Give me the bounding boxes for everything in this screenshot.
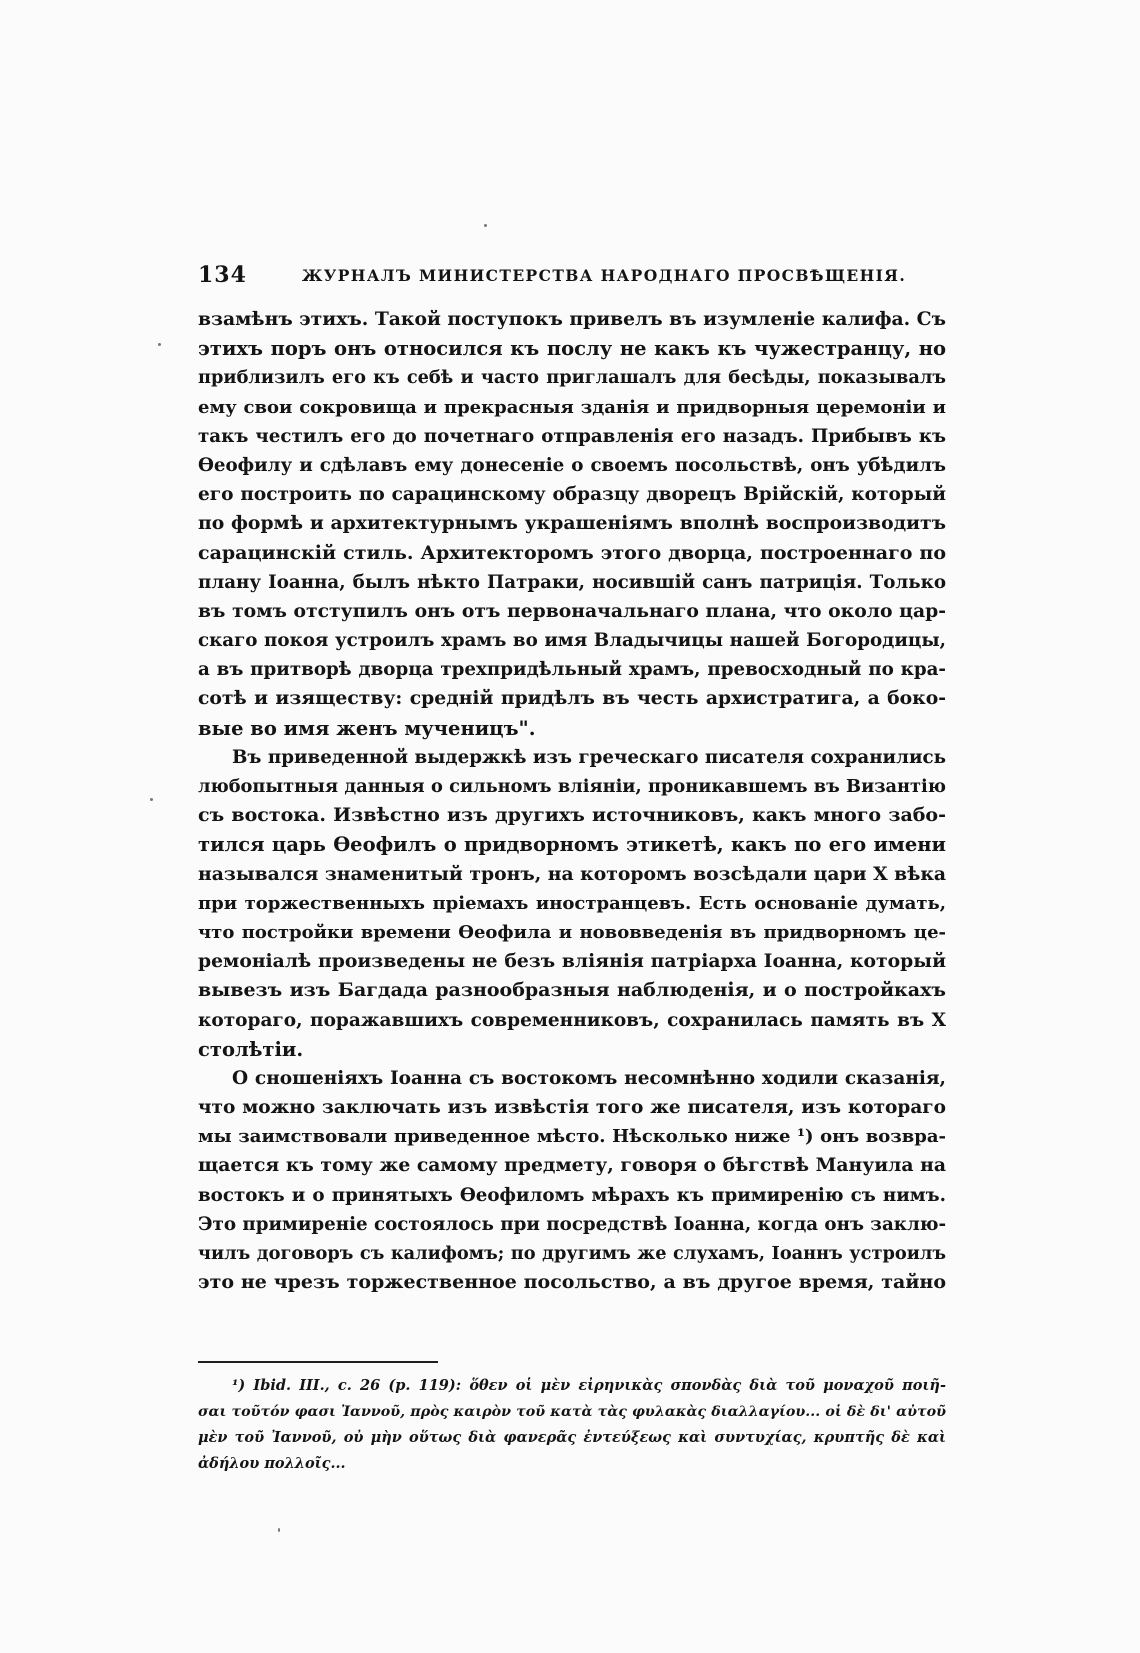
text-line: сарацинскій стиль. Архитекторомъ этого дворца, построеннаго по bbox=[198, 541, 946, 564]
page-number: 134 bbox=[198, 262, 247, 288]
text-line: при торжественныхъ пріемахъ иностранцевъ. Есть основаніе думать, bbox=[198, 892, 946, 914]
running-title: ЖУРНАЛЪ МИНИСТЕРСТВА НАРОДНАГО ПРОСВѢЩЕНІЯ. bbox=[302, 266, 907, 285]
text-line: чилъ договоръ съ калифомъ; по другимъ же слухамъ, Іоаннъ устроилъ bbox=[198, 1243, 946, 1264]
text-line: а въ притворѣ дворца трехпридѣльный храмъ, превосходный по кра- bbox=[198, 659, 946, 681]
text-line: столѣтіи. bbox=[198, 1037, 304, 1061]
text-line: сотѣ и изяществу: средній придѣлъ въ честь архистратига, а боко- bbox=[198, 687, 946, 710]
text-line: щается къ тому же самому предмету, говоря о бѣгствѣ Мануила на bbox=[198, 1154, 946, 1177]
footnote bbox=[198, 1373, 946, 1477]
scan-speck bbox=[484, 224, 487, 227]
text-line: ему свои сокровища и прекрасныя зданія и придворныя церемоніи и bbox=[198, 396, 946, 418]
text-line: скаго покоя устроилъ храмъ во имя Владычицы нашей Богородицы, bbox=[198, 630, 946, 652]
text-line: вывезъ изъ Багдада разнообразныя наблюденія, и о постройкахъ bbox=[198, 979, 946, 1002]
text-line: котораго, поражавшихъ современниковъ, сохранилась память въ X bbox=[198, 1009, 946, 1031]
text-line: приблизилъ его къ себѣ и часто приглашалъ для бесѣды, показывалъ bbox=[198, 367, 946, 389]
footnote-line: ἀδήλου πολλοῖς... bbox=[198, 1455, 346, 1472]
text-line: ремоніалѣ произведены не безъ вліянія патріарха Іоанна, который bbox=[198, 950, 946, 973]
text-line: вые во имя женъ мученицъ". bbox=[198, 716, 536, 740]
footnote-line: μὲν τοῦ Ἰαννοῦ, οὐ μὴν οὕτως διὰ φανερᾶς ἐντεύξεως καὶ συντυχίας, κρυπτῆς δὲ καὶ bbox=[198, 1429, 946, 1446]
text-line: Это примиреніе состоялось при посредствѣ Іоанна, когда онъ заклю- bbox=[198, 1213, 947, 1235]
scan-speck bbox=[158, 343, 161, 346]
text-line: этихъ поръ онъ относился къ послу не какъ къ чужестранцу, но bbox=[198, 337, 946, 361]
scan-speck bbox=[278, 1528, 280, 1532]
main-text bbox=[198, 305, 946, 1297]
text-line: по формѣ и архитектурнымъ украшеніямъ вполнѣ воспроизводитъ bbox=[198, 512, 946, 535]
scan-speck bbox=[150, 798, 153, 801]
footnote-line: ¹) Ibid. III., c. 26 (p. 119): ὅθεν οἱ μὲν εἰρηνικὰς σπονδὰς διὰ τοῦ μοναχοῦ ποιῆ- bbox=[232, 1377, 946, 1394]
text-line: тился царь Ѳеофилъ о придворномъ этикетѣ, какъ по его имени bbox=[198, 833, 946, 857]
text-line: это не чрезъ торжественное посольство, а въ другое время, тайно bbox=[198, 1271, 946, 1294]
text-line: востокъ и о принятыхъ Ѳеофиломъ мѣрахъ къ примиренію съ нимъ. bbox=[198, 1184, 946, 1206]
text-line: мы заимствовали приведенное мѣсто. Нѣсколько ниже ¹) онъ возвра- bbox=[198, 1126, 946, 1148]
text-line: назывался знаменитый тронъ, на которомъ возсѣдали цари X вѣка bbox=[198, 862, 947, 885]
footnote-line: σαι τοῦτόν φασι Ἰαννοῦ, πρὸς καιρὸν τοῦ κατὰ τὰς φυλακὰς διαλλαγίου... οἱ δὲ δι' αὐτοῦ bbox=[198, 1404, 946, 1420]
text-line: взамѣнъ этихъ. Такой поступокъ привелъ въ изумленіе калифа. Съ bbox=[198, 308, 946, 330]
text-line: О сношеніяхъ Іоанна съ востокомъ несомнѣнно ходили сказанія, bbox=[232, 1067, 946, 1089]
page-header bbox=[198, 262, 946, 292]
text-line: съ востока. Извѣстно изъ другихъ источниковъ, какъ много забо- bbox=[198, 804, 946, 827]
text-line: что постройки времени Ѳеофила и нововведенія въ придворномъ це- bbox=[198, 921, 946, 943]
text-line: любопытныя данныя о сильномъ вліяніи, проникавшемъ въ Византію bbox=[198, 776, 946, 797]
text-line: плану Іоанна, былъ нѣкто Патраки, носившій санъ патриція. Только bbox=[198, 571, 946, 593]
text-line: Въ приведенной выдержкѣ изъ греческаго писателя сохранились bbox=[232, 746, 946, 768]
text-line: въ томъ отступилъ онъ отъ первоначальнаго плана, что около цар- bbox=[198, 599, 946, 622]
footnote-divider bbox=[198, 1361, 438, 1363]
text-line: Ѳеофилу и сдѣлавъ ему донесеніе о своемъ посольствѣ, онъ убѣдилъ bbox=[198, 454, 946, 476]
text-line: такъ честилъ его до почетнаго отправленія его назадъ. Прибывъ къ bbox=[198, 425, 946, 447]
text-line: что можно заключать изъ извѣстія того же писателя, изъ котораго bbox=[198, 1097, 946, 1119]
text-line: его построить по сарацинскому образцу дворецъ Врійскій, который bbox=[198, 484, 946, 506]
